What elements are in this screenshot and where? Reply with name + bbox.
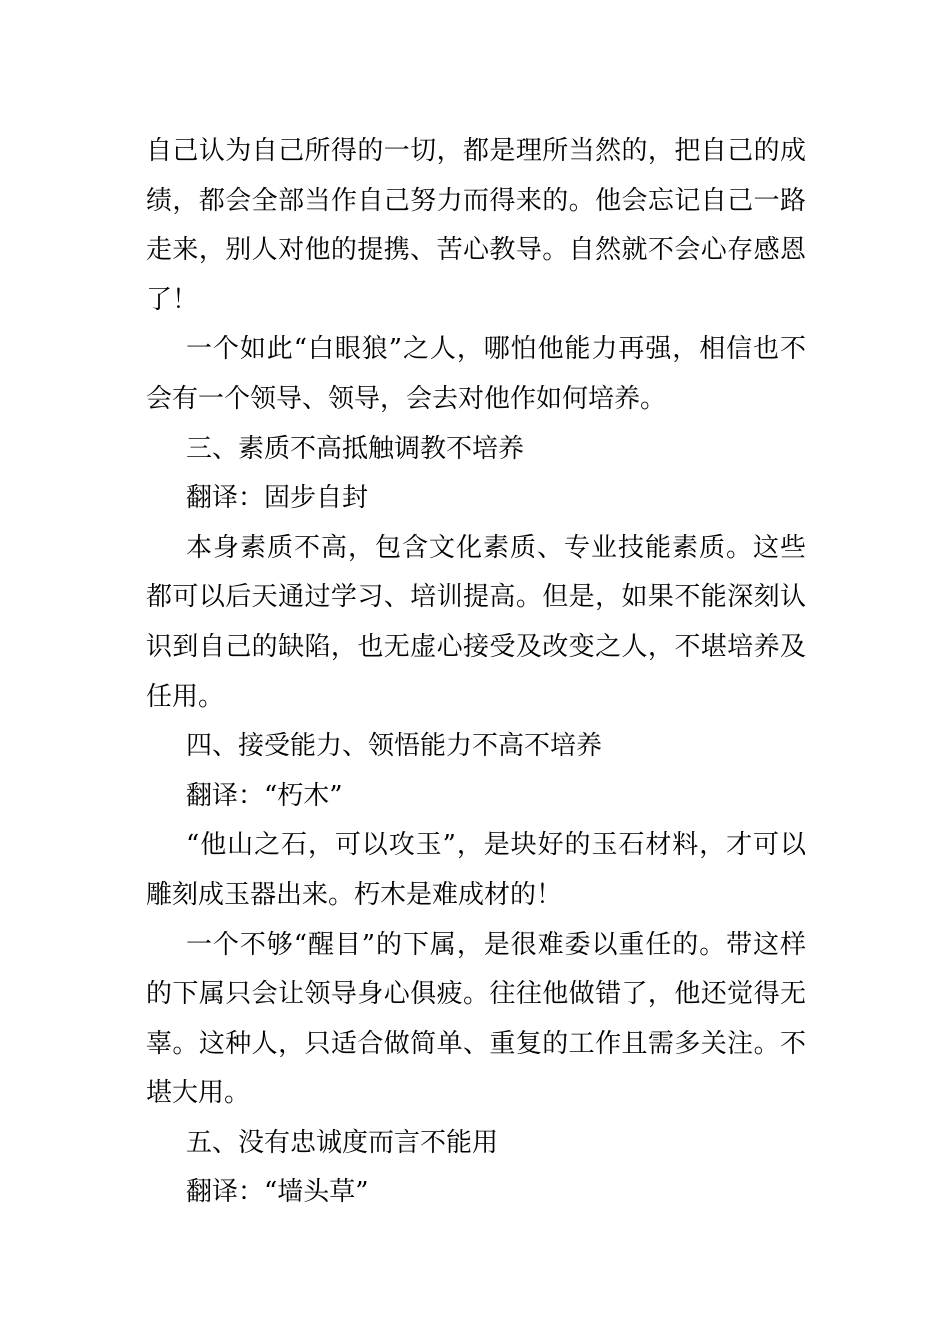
translation-3: 翻译：固步自封 xyxy=(186,483,369,514)
paragraph-8: “他山之石，可以攻玉”，是块好的玉石材料，才可以雕刻成玉器出来。朽木是难成材的！ xyxy=(146,830,806,910)
paragraph-1: 自己认为自己所得的一切，都是理所当然的，把自己的成绩，都会全部当作自己努力而得来的。他会忘记自己一路走来，别人对他的提携、苦心教导。自然就不会心存感恩了！ xyxy=(146,136,806,315)
section-heading-5: 五、没有忠诚度而言不能用 xyxy=(186,1127,499,1158)
translation-5: 翻译：“墙头草” xyxy=(186,1177,369,1208)
document-page xyxy=(146,127,806,1218)
section-heading-4: 四、接受能力、领悟能力不高不培养 xyxy=(186,731,603,762)
section-heading-3: 三、素质不高抵触调教不培养 xyxy=(186,433,525,464)
paragraph-5: 本身素质不高，包含文化素质、专业技能素质。这些都可以后天通过学习、培训提高。但是，如果不能深刻认识到自己的缺陷，也无虚心接受及改变之人，不堪培养及任用。 xyxy=(146,532,806,712)
paragraph-9: 一个不够“醒目”的下属，是很难委以重任的。带这样的下属只会让领导身心俱疲。往往他做错了，他还觉得无辜。这种人，只适合做简单、重复的工作且需多关注。不堪大用。 xyxy=(146,929,806,1109)
translation-4: 翻译：“朽木” xyxy=(186,780,343,811)
paragraph-2: 一个如此“白眼狼”之人，哪怕他能力再强，相信也不会有一个领导、领导，会去对他作如何培养。 xyxy=(146,334,806,414)
